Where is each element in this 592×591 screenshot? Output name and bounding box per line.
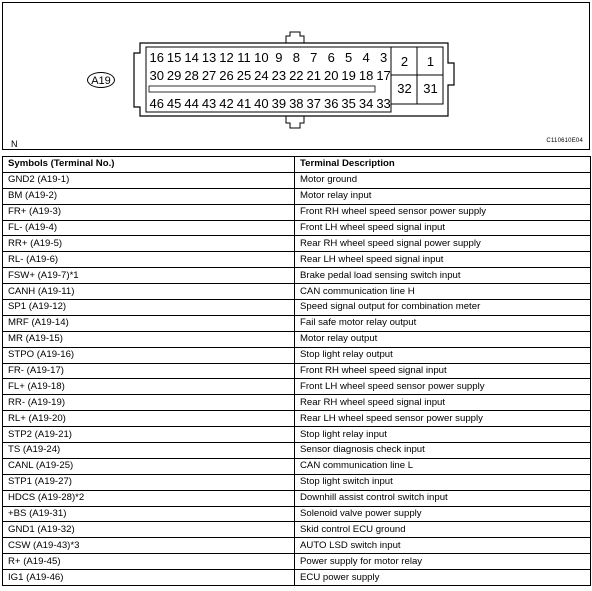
terminal-pin: 39 [271, 96, 287, 111]
symbol-cell: SP1 (A19-12) [3, 300, 295, 316]
description-cell: Rear LH wheel speed signal input [295, 252, 591, 268]
table-row [3, 300, 591, 316]
description-cell: Brake pedal load sensing switch input [295, 268, 591, 284]
terminal-pin: 7 [310, 50, 318, 65]
terminal-pin: 45 [166, 96, 182, 111]
table-row [3, 554, 591, 570]
terminal-pin: 30 [149, 68, 164, 83]
description-cell: AUTO LSD switch input [295, 538, 591, 554]
symbol-cell: R+ (A19-45) [3, 554, 295, 570]
terminal-pin: 1 [426, 54, 435, 69]
terminal-pin: 37 [306, 96, 321, 111]
description-cell: ECU power supply [295, 570, 591, 586]
symbol-cell: RR+ (A19-5) [3, 236, 295, 252]
terminal-pin: 4 [362, 50, 370, 65]
terminal-pin: 36 [323, 96, 339, 111]
table-row [3, 522, 591, 538]
symbol-cell: MR (A19-15) [3, 331, 295, 347]
terminal-pin: 33 [376, 96, 391, 111]
terminal-pin: 20 [323, 68, 339, 83]
terminal-pin: 27 [201, 68, 217, 83]
terminal-pin: 11 [237, 50, 251, 65]
terminal-pin: 46 [149, 96, 164, 111]
terminal-table [2, 156, 591, 586]
terminal-pin: 14 [184, 50, 199, 65]
description-cell: Power supply for motor relay [295, 554, 591, 570]
symbol-cell: FSW+ (A19-7)*1 [3, 268, 295, 284]
description-cell: Stop light relay output [295, 347, 591, 363]
terminal-pin: 26 [219, 68, 234, 83]
table-row [3, 490, 591, 506]
symbol-cell: FR+ (A19-3) [3, 204, 295, 220]
table-row [3, 506, 591, 522]
terminal-pin: 44 [184, 96, 199, 111]
table-body [3, 172, 591, 585]
description-cell: Motor ground [295, 172, 591, 188]
symbol-cell: FR- (A19-17) [3, 363, 295, 379]
connector-id-badge: A19 [87, 72, 115, 88]
description-cell: Rear RH wheel speed signal input [295, 395, 591, 411]
terminal-pin: 22 [289, 68, 304, 83]
header-description: Terminal Description [295, 157, 591, 173]
symbol-cell: STP1 (A19-27) [3, 474, 295, 490]
terminal-pin: 41 [236, 96, 252, 111]
table-row [3, 395, 591, 411]
symbol-cell: RL+ (A19-20) [3, 411, 295, 427]
terminal-pin: 25 [236, 68, 252, 83]
symbol-cell: CSW (A19-43)*3 [3, 538, 295, 554]
table-row [3, 379, 591, 395]
description-cell: Motor relay input [295, 188, 591, 204]
terminal-pin: 13 [201, 50, 217, 65]
description-cell: Skid control ECU ground [295, 522, 591, 538]
description-cell: Speed signal output for combination meter [295, 300, 591, 316]
symbol-cell: FL- (A19-4) [3, 220, 295, 236]
symbol-cell: CANL (A19-25) [3, 458, 295, 474]
figure-code: C110610E04 [546, 138, 583, 144]
table-row [3, 427, 591, 443]
symbol-cell: GND2 (A19-1) [3, 172, 295, 188]
description-cell: Front LH wheel speed signal input [295, 220, 591, 236]
description-cell: Stop light switch input [295, 474, 591, 490]
table-row [3, 443, 591, 459]
terminal-pin: 42 [219, 96, 234, 111]
terminal-pin: 15 [166, 50, 182, 65]
table-row [3, 188, 591, 204]
description-cell: Sensor diagnosis check input [295, 443, 591, 459]
table-row [3, 268, 591, 284]
table-row [3, 236, 591, 252]
terminal-pin: 8 [292, 50, 300, 65]
description-cell: Rear LH wheel speed sensor power supply [295, 411, 591, 427]
description-cell: Downhill assist control switch input [295, 490, 591, 506]
symbol-cell: RR- (A19-19) [3, 395, 295, 411]
table-row [3, 411, 591, 427]
symbol-cell: RL- (A19-6) [3, 252, 295, 268]
table-row [3, 363, 591, 379]
table-row [3, 204, 591, 220]
table-row [3, 458, 591, 474]
terminal-pin: 38 [289, 96, 304, 111]
header-symbols: Symbols (Terminal No.) [3, 157, 295, 173]
terminal-pin: 10 [254, 50, 269, 65]
symbol-cell: GND1 (A19-32) [3, 522, 295, 538]
terminal-pin: 17 [376, 68, 391, 83]
description-cell: Fail safe motor relay output [295, 315, 591, 331]
symbol-cell: TS (A19-24) [3, 443, 295, 459]
table-row [3, 347, 591, 363]
terminal-pin: 35 [341, 96, 356, 111]
connector-diagram [2, 2, 590, 150]
symbol-cell: FL+ (A19-18) [3, 379, 295, 395]
table-row [3, 172, 591, 188]
description-cell: CAN communication line H [295, 284, 591, 300]
description-cell: Motor relay output [295, 331, 591, 347]
terminal-pin: 5 [345, 50, 353, 65]
table-header-row [3, 157, 591, 173]
symbol-cell: +BS (A19-31) [3, 506, 295, 522]
table-row [3, 252, 591, 268]
table-row [3, 331, 591, 347]
terminal-pin: 29 [166, 68, 182, 83]
table-row [3, 315, 591, 331]
description-cell: Rear RH wheel speed signal power supply [295, 236, 591, 252]
terminal-pin: 43 [201, 96, 217, 111]
symbol-cell: STP2 (A19-21) [3, 427, 295, 443]
symbol-cell: HDCS (A19-28)*2 [3, 490, 295, 506]
description-cell: CAN communication line L [295, 458, 591, 474]
description-cell: Front RH wheel speed signal input [295, 363, 591, 379]
symbol-cell: BM (A19-2) [3, 188, 295, 204]
symbol-cell: CANH (A19-11) [3, 284, 295, 300]
terminal-pin: 40 [254, 96, 269, 111]
description-cell: Solenoid valve power supply [295, 506, 591, 522]
terminal-pin: 34 [358, 96, 374, 111]
terminal-pin: 31 [423, 81, 438, 96]
terminal-pin: 32 [397, 81, 412, 96]
table-row [3, 474, 591, 490]
description-cell: Stop light relay input [295, 427, 591, 443]
terminal-pin: 23 [271, 68, 287, 83]
description-cell: Front LH wheel speed sensor power supply [295, 379, 591, 395]
orientation-mark: N [11, 139, 18, 149]
symbol-cell: IG1 (A19-46) [3, 570, 295, 586]
terminal-pin: 12 [219, 50, 234, 65]
table-row [3, 284, 591, 300]
symbol-cell: STPO (A19-16) [3, 347, 295, 363]
terminal-pin: 19 [341, 68, 356, 83]
terminal-pin: 9 [275, 50, 283, 65]
terminal-pin: 6 [327, 50, 335, 65]
terminal-pin: 18 [358, 68, 374, 83]
table-row [3, 220, 591, 236]
terminal-pin: 28 [184, 68, 199, 83]
table-row [3, 570, 591, 586]
terminal-pin: 24 [254, 68, 269, 83]
symbol-cell: MRF (A19-14) [3, 315, 295, 331]
terminal-pin: 16 [149, 50, 164, 65]
terminal-pin: 2 [400, 54, 409, 69]
table-row [3, 538, 591, 554]
terminal-pin: 3 [379, 50, 388, 65]
description-cell: Front RH wheel speed sensor power supply [295, 204, 591, 220]
terminal-pin: 21 [306, 68, 321, 83]
